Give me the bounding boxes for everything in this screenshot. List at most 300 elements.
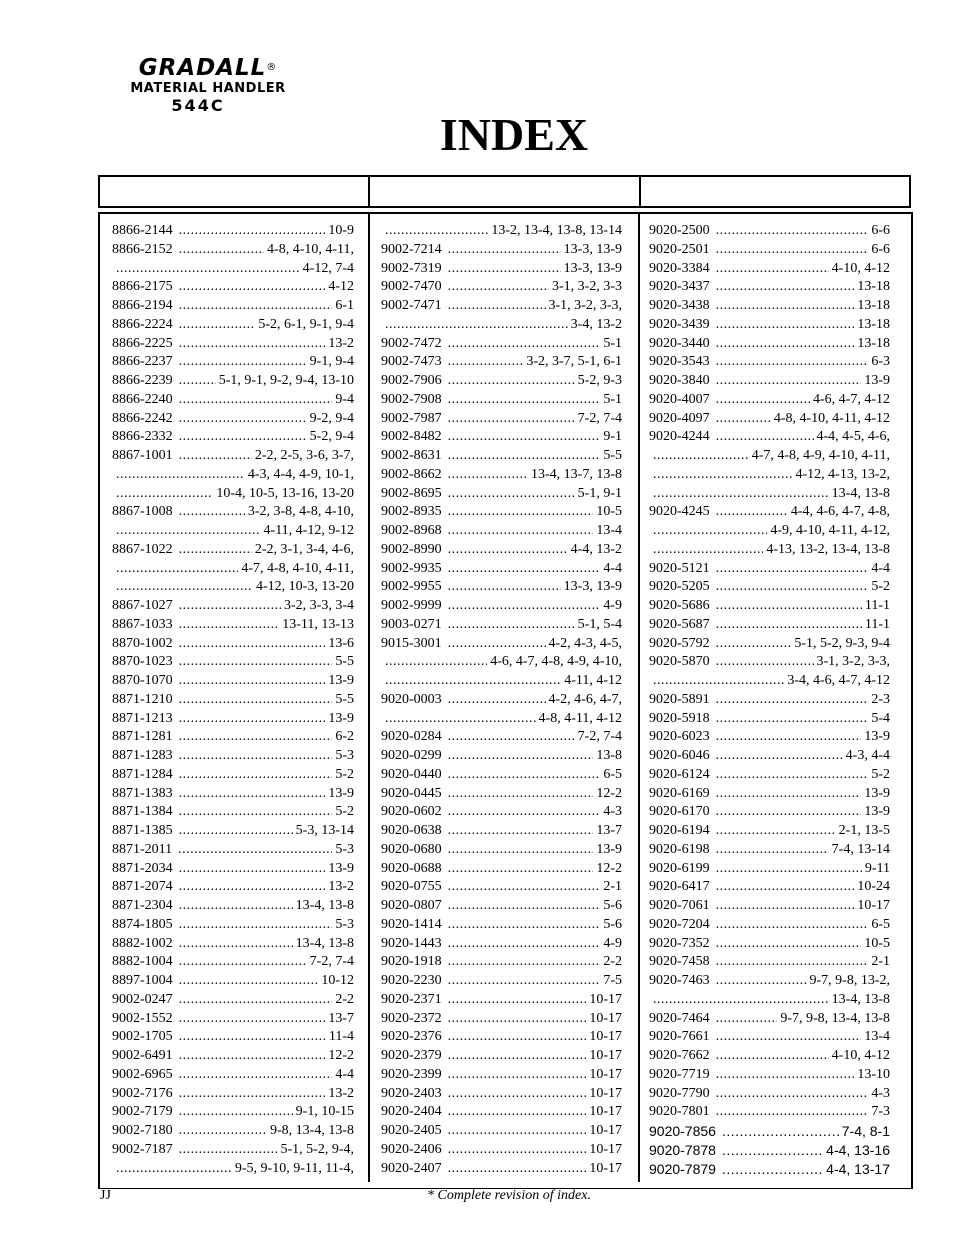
page-references: 7-2, 7-4 (577, 410, 622, 426)
page-references: 10-17 (857, 898, 890, 913)
page-references: 10-17 (589, 1104, 622, 1120)
dot-leader (179, 672, 326, 691)
dot-leader (448, 522, 594, 541)
index-entry (112, 447, 354, 466)
part-number: 8866-2194 (112, 298, 173, 313)
dot-leader (385, 653, 487, 672)
dot-leader (448, 785, 594, 804)
index-entry (112, 1028, 354, 1047)
index-entry (381, 635, 622, 654)
dot-leader (653, 447, 749, 466)
dot-leader (716, 766, 869, 785)
page-references: 7-2, 7-4 (309, 954, 354, 970)
part-number: 9020-0807 (381, 898, 442, 913)
dot-leader (716, 278, 855, 297)
part-number: 9020-2372 (381, 1010, 442, 1026)
page-references: 13-10 (857, 1066, 890, 1082)
index-entry (381, 860, 622, 879)
page-references: 5-3 (335, 748, 354, 763)
index-entry (649, 803, 890, 822)
part-number: 9020-1918 (381, 954, 442, 970)
index-entry (381, 541, 622, 560)
index-entry (649, 1103, 890, 1122)
part-number: 9020-7801 (649, 1104, 710, 1120)
page-references: 10-17 (589, 1048, 622, 1063)
dot-leader (179, 597, 281, 616)
page-references: 4-4, 13-16 (826, 1141, 890, 1158)
dot-leader (179, 391, 333, 410)
index-entry (381, 785, 622, 804)
page-references: 4-13, 13-2, 13-4, 13-8 (766, 541, 890, 557)
page-references: 4-12, 7-4 (302, 260, 354, 276)
index-entry (112, 1047, 354, 1066)
index-entry (112, 972, 354, 991)
index-entry (381, 1085, 622, 1104)
dot-leader (179, 785, 326, 804)
dot-leader (716, 260, 829, 279)
dot-leader (448, 241, 561, 260)
part-number: 9002-7179 (112, 1104, 173, 1120)
index-entry (381, 316, 622, 335)
part-number: 8871-1283 (112, 748, 173, 763)
part-number: 9020-5870 (649, 654, 710, 670)
page-references: 4-2, 4-3, 4-5, (548, 635, 622, 651)
dot-leader (448, 897, 601, 916)
part-number: 9003-0271 (381, 616, 442, 632)
dot-leader (716, 803, 862, 822)
page-references: 7-2, 7-4 (577, 729, 622, 745)
index-entry (112, 860, 354, 879)
page-references: 9-7, 9-8, 13-2, (809, 973, 890, 988)
index-entry (112, 541, 354, 560)
index-entry (381, 1160, 622, 1179)
dot-leader (116, 260, 300, 279)
index-entry (649, 785, 890, 804)
dot-leader (448, 541, 568, 560)
index-entry (381, 353, 622, 372)
page-references: 13-9 (328, 673, 354, 688)
part-number: 8871-2074 (112, 879, 173, 895)
registered-mark: ® (266, 62, 278, 73)
page-references: 5-6 (603, 898, 622, 913)
index-entry (649, 691, 890, 710)
dot-leader (722, 1122, 839, 1141)
part-number: 8871-2034 (112, 860, 173, 876)
page-references: 13-4, 13-8 (295, 935, 354, 951)
dot-leader (448, 278, 549, 297)
part-number: 9020-4007 (649, 391, 710, 407)
part-number: 8871-2304 (112, 898, 173, 913)
index-entry (112, 522, 354, 541)
part-number: 9020-0003 (381, 691, 442, 707)
part-number: 8867-1033 (112, 616, 173, 632)
page-references: 13-4 (596, 523, 622, 538)
index-entry (649, 897, 890, 916)
dot-leader (179, 935, 293, 954)
part-number: 9020-7662 (649, 1048, 710, 1063)
dot-leader (179, 372, 216, 391)
page-references: 10-4, 10-5, 13-16, 13-20 (216, 485, 354, 501)
index-entry (112, 1122, 354, 1141)
dot-leader (179, 710, 326, 729)
dot-leader (179, 878, 326, 897)
dot-leader (179, 1047, 326, 1066)
page-references: 5-2 (871, 579, 890, 595)
dot-leader (385, 222, 488, 241)
dot-leader (716, 503, 788, 522)
index-entry (649, 653, 890, 672)
dot-leader (448, 747, 594, 766)
page-references: 3-2, 3-8, 4-8, 4-10, (247, 504, 354, 520)
part-number: 9002-7906 (381, 373, 442, 388)
dot-leader (716, 428, 814, 447)
part-number: 9020-4244 (649, 429, 710, 445)
index-entry (112, 916, 354, 935)
index-entry (112, 353, 354, 372)
index-entry (649, 335, 890, 354)
index-entry (381, 1010, 622, 1029)
dot-leader (448, 616, 575, 635)
part-number: 8866-2239 (112, 373, 173, 388)
part-number: 9020-1443 (381, 935, 442, 951)
part-number: 9020-7661 (649, 1029, 710, 1045)
index-entry (649, 672, 890, 691)
dot-leader (716, 560, 869, 579)
page-references: 10-17 (589, 1010, 622, 1026)
index-entry (649, 428, 890, 447)
page-references: 4-11, 4-12 (564, 673, 622, 688)
index-entry (112, 935, 354, 954)
index-entry (112, 316, 354, 335)
dot-leader (716, 785, 862, 804)
part-number: 9020-6417 (649, 879, 710, 895)
page-references: 4-7, 4-8, 4-10, 4-11, (241, 560, 354, 576)
page-references: 13-9 (864, 785, 890, 801)
index-entry (381, 710, 622, 729)
dot-leader (653, 672, 784, 691)
dot-leader (448, 728, 575, 747)
page-references: 9-7, 9-8, 13-4, 13-8 (780, 1010, 890, 1026)
index-column-1 (112, 222, 354, 1178)
dot-leader (116, 466, 245, 485)
part-number: 9002-7176 (112, 1085, 173, 1101)
dot-leader (116, 522, 261, 541)
part-number: 9020-3384 (649, 260, 710, 276)
index-entry (112, 766, 354, 785)
page-references: 13-4, 13-7, 13-8 (531, 466, 622, 482)
dot-leader (448, 916, 601, 935)
part-number: 9002-6965 (112, 1066, 173, 1082)
page-references: 3-1, 3-2, 3-3 (552, 279, 622, 295)
part-number: 9020-0755 (381, 879, 442, 895)
dot-leader (179, 991, 333, 1010)
index-entry (381, 878, 622, 897)
page-references: 5-2, 9-4 (309, 429, 354, 445)
page-references: 5-2, 6-1, 9-1, 9-4 (258, 316, 354, 332)
page-references: 4-3, 4-4, 4-9, 10-1, (247, 466, 354, 482)
index-entry (381, 1122, 622, 1141)
dot-leader (448, 1085, 587, 1104)
dot-leader (385, 316, 568, 335)
page-references: 6-1 (335, 298, 354, 313)
part-number: 9020-6046 (649, 748, 710, 763)
index-entry (112, 878, 354, 897)
product-name: MATERIAL HANDLER (130, 81, 286, 96)
page-references: 13-7 (328, 1010, 354, 1026)
part-number: 9020-6194 (649, 823, 710, 838)
dot-leader (722, 1160, 823, 1179)
dot-leader (448, 766, 601, 785)
part-number: 8867-1008 (112, 504, 173, 520)
dot-leader (179, 1122, 267, 1141)
part-number: 9020-5686 (649, 598, 710, 613)
page-references: 5-1 (603, 335, 622, 351)
part-number: 9020-3543 (649, 354, 710, 370)
dot-leader (448, 1028, 587, 1047)
dot-leader (716, 316, 855, 335)
page-references: 4-3 (603, 804, 622, 820)
page-references: 13-9 (328, 860, 354, 876)
part-number: 9020-0680 (381, 841, 442, 857)
index-entry (381, 260, 622, 279)
index-entry (381, 822, 622, 841)
index-entry (112, 672, 354, 691)
dot-leader (179, 428, 307, 447)
page-references: 4-7, 4-8, 4-9, 4-10, 4-11, (751, 448, 890, 463)
index-entry (381, 485, 622, 504)
index-entry (649, 222, 890, 241)
page-references: 2-2 (603, 954, 622, 970)
page-references: 9-4 (335, 391, 354, 407)
part-number: 9020-5918 (649, 710, 710, 726)
part-number: 9020-2376 (381, 1029, 442, 1045)
index-entry (649, 353, 890, 372)
part-number: 9002-8662 (381, 466, 442, 482)
part-number: 9020-7719 (649, 1066, 710, 1082)
index-entry (649, 578, 890, 597)
page-references: 6-6 (871, 241, 890, 257)
page-references: 5-6 (603, 916, 622, 932)
index-entry (649, 860, 890, 879)
part-number: 8871-2011 (112, 841, 173, 857)
page-references: 13-3, 13-9 (563, 260, 622, 276)
index-entry (112, 241, 354, 260)
part-number: 8882-1004 (112, 954, 173, 970)
dot-leader (716, 841, 829, 860)
page-references: 13-4, 13-8 (831, 485, 890, 501)
dot-leader (179, 1103, 293, 1122)
page-references: 4-9, 4-10, 4-11, 4-12, (770, 523, 890, 538)
dot-leader (653, 466, 793, 485)
page-references: 12-2 (596, 785, 622, 801)
page-references: 5-5 (603, 448, 622, 463)
dot-leader (716, 972, 807, 991)
index-entry (381, 428, 622, 447)
page-references: 4-4, 13-17 (826, 1160, 890, 1177)
index-entry (112, 428, 354, 447)
index-entry (649, 466, 890, 485)
brand-name: GRADALL (138, 55, 267, 81)
dot-leader (385, 710, 536, 729)
part-number: 9020-2501 (649, 241, 710, 257)
index-entry (112, 991, 354, 1010)
part-number: 9002-6491 (112, 1048, 173, 1063)
dot-leader (448, 353, 524, 372)
index-entry (649, 916, 890, 935)
dot-leader (716, 297, 855, 316)
index-entry (381, 447, 622, 466)
dot-leader (716, 822, 836, 841)
dot-leader (653, 485, 829, 504)
index-entry (649, 635, 890, 654)
index-entry (649, 297, 890, 316)
index-entry (649, 1028, 890, 1047)
part-number: 8866-2224 (112, 316, 173, 332)
index-entry (649, 878, 890, 897)
part-number: 9020-7878 (649, 1141, 716, 1158)
page-references: 4-4, 13-2 (570, 541, 622, 557)
page-references: 13-18 (857, 279, 890, 295)
part-number: 8867-1001 (112, 448, 173, 463)
dot-leader (716, 878, 855, 897)
index-entry (649, 710, 890, 729)
part-number: 8882-1002 (112, 935, 173, 951)
page-references: 4-8, 4-11, 4-12 (538, 710, 622, 726)
dot-leader (448, 578, 561, 597)
page-references: 5-3 (335, 841, 354, 857)
part-number: 8871-1213 (112, 710, 173, 726)
part-number: 9020-0602 (381, 804, 442, 820)
index-entry (112, 503, 354, 522)
part-number: 9020-4245 (649, 504, 710, 520)
dot-leader (116, 578, 253, 597)
part-number: 9020-0688 (381, 860, 442, 876)
dot-leader (448, 485, 575, 504)
part-number: 9020-2379 (381, 1048, 442, 1063)
index-entry (381, 953, 622, 972)
page-references: 4-2, 4-6, 4-7, (548, 691, 622, 707)
dot-leader (179, 1010, 326, 1029)
part-number: 9020-5121 (649, 560, 710, 576)
part-number: 8867-1027 (112, 598, 173, 613)
part-number: 9002-8990 (381, 541, 442, 557)
part-number: 9002-7214 (381, 241, 442, 257)
dot-leader (448, 297, 546, 316)
page-references: 4-9 (603, 598, 622, 613)
page-references: 10-17 (589, 991, 622, 1007)
page-references: 13-11, 13-13 (282, 616, 354, 632)
index-entry (381, 597, 622, 616)
part-number: 9020-2404 (381, 1104, 442, 1120)
page-references: 5-2 (335, 804, 354, 820)
dot-leader (385, 672, 561, 691)
part-number: 9002-8695 (381, 485, 442, 501)
page-references: 5-5 (335, 691, 354, 707)
index-entry (649, 1122, 890, 1141)
dot-leader (716, 1103, 869, 1122)
index-entry (112, 466, 354, 485)
dot-leader (716, 372, 862, 391)
index-entry (381, 1141, 622, 1160)
index-entry (649, 1160, 890, 1179)
dot-leader (448, 860, 594, 879)
index-entry (381, 335, 622, 354)
page-references: 13-9 (864, 373, 890, 388)
page-references: 13-2, 13-4, 13-8, 13-14 (491, 223, 622, 238)
index-entry (381, 897, 622, 916)
index-entry (649, 766, 890, 785)
page-references: 13-4, 13-8 (295, 898, 354, 913)
part-number: 9020-3440 (649, 335, 710, 351)
index-entry (112, 841, 354, 860)
dot-leader (179, 728, 333, 747)
dot-leader (179, 410, 307, 429)
page-references: 5-1, 5-2, 9-3, 9-4 (794, 635, 890, 651)
part-number: 9020-0284 (381, 729, 442, 745)
dot-leader (716, 335, 855, 354)
dot-leader (179, 616, 280, 635)
index-entry (381, 691, 622, 710)
index-entry (112, 1160, 354, 1179)
part-number: 9020-7204 (649, 916, 710, 932)
index-entry (381, 560, 622, 579)
part-number: 9002-9999 (381, 598, 442, 613)
page-references: 2-1, 13-5 (838, 823, 890, 838)
index-entry (112, 260, 354, 279)
dot-leader (179, 1085, 326, 1104)
page-references: 6-6 (871, 223, 890, 238)
dot-leader (653, 541, 763, 560)
dot-leader (448, 260, 561, 279)
index-entry (381, 747, 622, 766)
index-entry (112, 785, 354, 804)
page-references: 13-18 (857, 335, 890, 351)
model-number: 544C (171, 96, 225, 115)
dot-leader (448, 466, 528, 485)
page-references: 2-2 (335, 991, 354, 1007)
index-entry (112, 372, 354, 391)
dot-leader (178, 841, 332, 860)
dot-leader (716, 578, 869, 597)
part-number: 9020-7463 (649, 973, 710, 988)
index-entry (112, 635, 354, 654)
index-entry (381, 803, 622, 822)
page-references: 11-1 (864, 598, 890, 613)
page-references: 6-5 (603, 766, 622, 782)
part-number: 9020-7464 (649, 1010, 710, 1026)
index-entry (649, 560, 890, 579)
page-references: 11-4 (328, 1029, 354, 1045)
index-entry (381, 616, 622, 635)
dot-leader (179, 803, 333, 822)
dot-leader (448, 972, 601, 991)
part-number: 9002-9955 (381, 579, 442, 595)
index-entry (381, 653, 622, 672)
page-references: 9-5, 9-10, 9-11, 11-4, (234, 1160, 354, 1176)
index-entry (649, 597, 890, 616)
footer-code: JJ (100, 1188, 111, 1203)
part-number: 9020-7352 (649, 935, 710, 951)
part-number: 8871-1281 (112, 729, 173, 745)
page-references: 7-5 (603, 973, 622, 988)
page-references: 9-2, 9-4 (309, 410, 354, 426)
dot-leader (179, 653, 333, 672)
index-entry (112, 485, 354, 504)
index-entry (381, 1047, 622, 1066)
dot-leader (179, 747, 333, 766)
dot-leader (179, 541, 252, 560)
dot-leader (448, 1103, 587, 1122)
